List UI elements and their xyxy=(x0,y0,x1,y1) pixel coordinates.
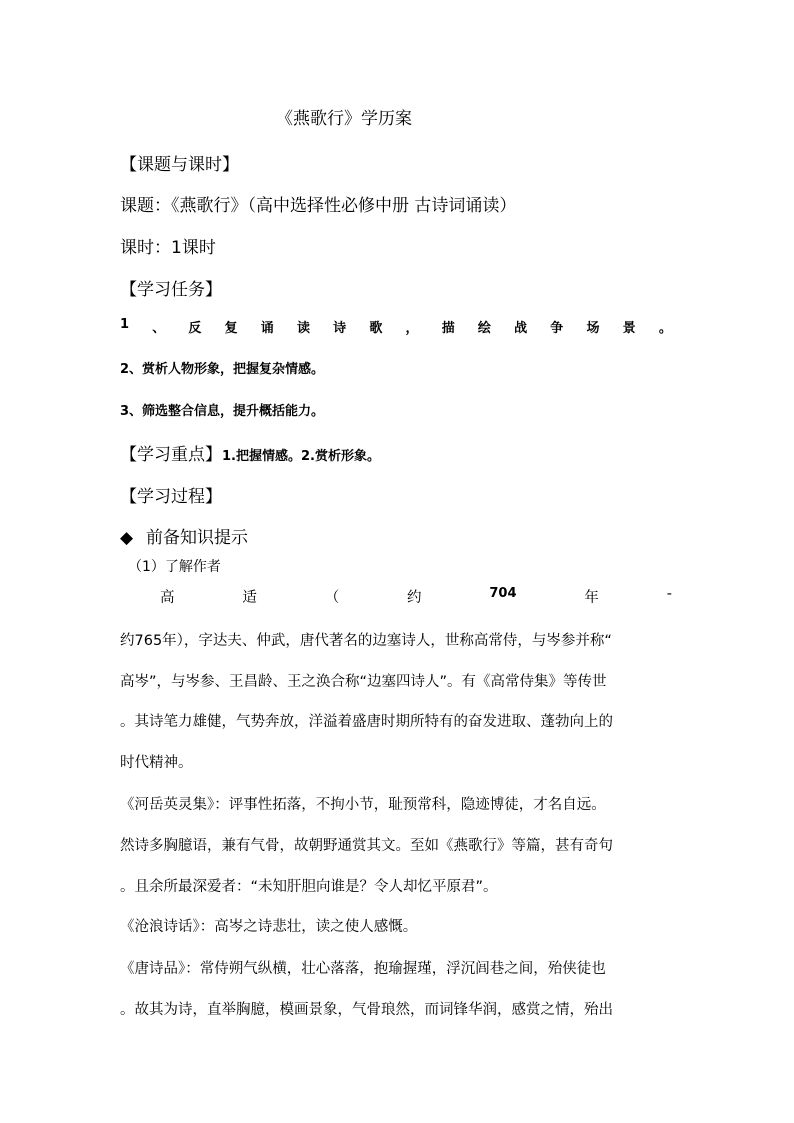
task-1-char: 场 xyxy=(586,321,600,336)
task-3-line: 3、筛选整合信息，提升概括能力。 xyxy=(120,404,325,419)
task-1-char: 、 xyxy=(152,321,166,336)
document-title: 《燕歌行》学历案 xyxy=(276,109,412,129)
section-process-heading: 【学习过程】 xyxy=(120,487,222,507)
task-1-char: 读 xyxy=(296,321,310,336)
author-text-line: 高岑”，与岑参、王昌龄、王之涣合称“边塞四诗人”。有《高常侍集》等传世 xyxy=(120,674,607,690)
subsection-author: （1）了解作者 xyxy=(128,559,221,575)
task-1-char: 诵 xyxy=(260,321,274,336)
task-1-char: 。 xyxy=(658,321,672,336)
review-text-line: 然诗多胸臆语，兼有气骨，故朝野通赏其文。至如《燕歌行》等篇，甚有奇句 xyxy=(120,838,613,854)
task-1-line xyxy=(120,317,672,336)
author-spread-char: 高 xyxy=(160,590,175,606)
prior-knowledge-label: 前备知识提示 xyxy=(146,528,248,548)
focus-text: 1.把握情感。2.赏析形象。 xyxy=(222,449,380,464)
author-spread-char: 704 xyxy=(489,586,517,601)
task-1-char: 绘 xyxy=(477,321,491,336)
task-1-char: 1 xyxy=(120,317,130,332)
author-spread-char: （ xyxy=(324,590,340,606)
review-text-line: 《河岳英灵集》：评事性拓落，不拘小节，耻预常科，隐迹博徒，才名自远。 xyxy=(120,797,606,813)
author-intro-line xyxy=(160,586,672,607)
review-text-line: 《沧浪诗话》：高岑之诗悲壮，读之使人感慨。 xyxy=(120,919,418,935)
author-spread-char: 约 xyxy=(407,590,422,606)
author-text-line: 时代精神。 xyxy=(120,755,193,771)
review-text-line: 。且余所最深爱者：“未知肝胆向谁是？令人却忆平原君”。 xyxy=(120,879,498,895)
review-text-line: 。故其为诗，直举胸臆，模画景象，气骨琅然，而词锋华润，感赏之情，殆出 xyxy=(120,1002,613,1018)
review-text-line: 《唐诗品》：常侍朔气纵横，壮心落落，抱瑜握瑾，浮沉闾巷之间，殆侠徒也 xyxy=(120,961,606,977)
task-1-char: ， xyxy=(405,321,419,336)
task-1-char: 歌 xyxy=(369,321,383,336)
author-spread-char: - xyxy=(666,586,672,602)
task-1-char: 战 xyxy=(514,321,528,336)
task-1-char: 景 xyxy=(622,321,636,336)
section-topic-heading: 【课题与课时】 xyxy=(120,155,239,175)
topic-line: 课题：《燕歌行》（高中选择性必修中册 古诗词诵读） xyxy=(120,196,517,216)
task-1-char: 争 xyxy=(550,321,564,336)
task-1-char: 反 xyxy=(188,321,202,336)
author-spread-char: 年 xyxy=(584,590,599,606)
author-spread-char: 适 xyxy=(242,590,257,606)
diamond-bullet-icon: ◆ xyxy=(120,528,134,548)
task-1-char: 复 xyxy=(224,321,238,336)
task-1-char: 诗 xyxy=(333,321,347,336)
section-tasks-heading: 【学习任务】 xyxy=(120,280,222,300)
author-text-line: 约765年），字达夫、仲武，唐代著名的边塞诗人，世称高常侍，与岑参并称“ xyxy=(120,633,612,649)
prior-knowledge-heading xyxy=(120,523,248,548)
author-text-line: 。其诗笔力雄健，气势奔放，洋溢着盛唐时期所特有的奋发进取、蓬勃向上的 xyxy=(120,714,613,730)
period-line: 课时：1课时 xyxy=(120,238,216,258)
focus-label: 【学习重点】 xyxy=(120,445,222,465)
task-2-line: 2、赏析人物形象，把握复杂情感。 xyxy=(120,362,325,377)
focus-line xyxy=(120,440,380,465)
task-1-char: 描 xyxy=(441,321,455,336)
